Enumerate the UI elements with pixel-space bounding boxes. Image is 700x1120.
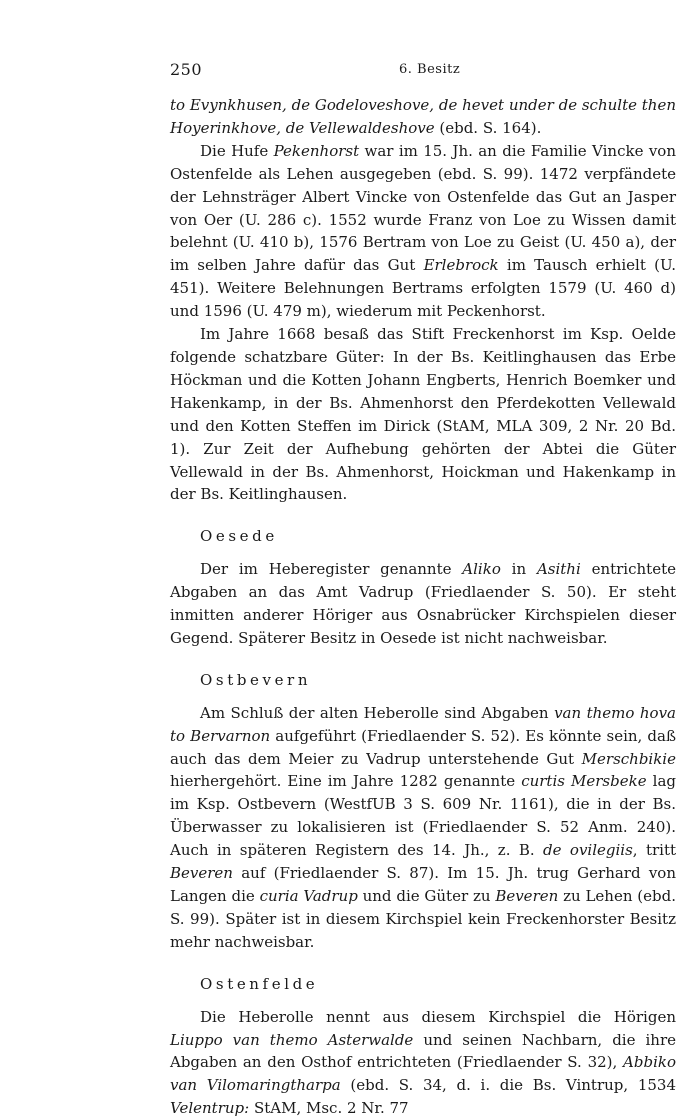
paragraph-continuation: to Evynkhusen, de Godeloveshove, de hevet under de schulte then Hoyerinkhove, de Vellewaldeshove (ebd. S. 164). [170,96,676,137]
paragraph-freckenhorst-1668: Im Jahre 1668 besaß das Stift Freckenhorst im Ksp. Oelde folgende schatzbare Güter: In der Bs. Keitlinghausen das Erbe Höckman und die Kotten Johann Engberts, Henrich Boemker und Hakenkamp, in der Bs. Ahmenhorst den Pferdekotten Vellewald und den Kotten Steffen im Dirick (StAM, MLA 309, 2 Nr. 20 Bd. 1). Zur Zeit der Aufhebung gehörten der Abtei die Güter Vellewald in der Bs. Ahmenhorst, Hoickman und Hakenkamp in der Bs. Keitlinghausen. [170,325,676,504]
italic-text: curia Vadrup [259,887,358,905]
italic-text: Erlebrock [423,256,499,275]
body-text [170,94,676,1120]
paragraph-ostbevern: Am Schluß der alten Heberolle sind Abgaben van themo hova to Bervarnon aufgeführt (Friedlaender S. 52). Es könnte sein, daß auch das dem Meier zu Vadrup unterstehende Gut Merschbikie hierhergehört. Eine im Jahre 1282 genannte curtis Mersbeke lag im Ksp. Ostbevern (WestfUB 3 S. 609 Nr. 1161), die in der Bs. Überwasser zu lokalisieren ist (Friedlaender S. 52 Anm. 240). Auch in späteren Registern des 14. Jh., z. B. de ovilegiis, tritt Beveren auf (Friedlaender S. 87). Im 15. Jh. trug Gerhard von Langen die curia Vadrup und die Güter zu Beveren zu Lehen (ebd. S. 99). Später ist in diesem Kirchspiel kein Freckenhorster Besitz mehr nachweisbar. [170,703,677,951]
italic-text: Abbiko van Vilomaringtharpa [170,1053,676,1095]
italic-text: Velentrup: [170,1099,250,1118]
italic-text: Merschbikie [581,749,676,768]
italic-text: to Evynkhusen, de Godeloveshove, de hevet under de schulte then Hoyerinkhove, de Vellewaldeshove [170,96,676,137]
running-title: 6. Besitz [399,62,461,77]
italic-text: curtis Mersbeke [521,772,647,791]
italic-text: Aliko [462,560,501,579]
italic-text: de ovilegiis [543,841,633,860]
section-heading-ostbevern: Ostbevern [200,670,312,689]
page-number: 250 [170,60,203,79]
italic-text: Pekenhorst [273,141,360,160]
italic-text: Beveren [170,864,233,883]
section-heading-ostenfelde: Ostenfelde [200,974,319,993]
italic-text: Asithi [536,560,581,579]
italic-text: Liuppo van themo Asterwalde [170,1030,414,1049]
section-heading-oesede: Oesede [200,527,278,546]
paragraph-oesede: Der im Heberegister genannte Aliko in Asithi entrichtete Abgaben an das Amt Vadrup (Friedlaender S. 50). Er steht inmitten anderer Höriger aus Osnabrücker Kirchspielen dieser Gegend. Späterer Besitz in Oesede ist nicht nachweisbar. [170,560,676,647]
paragraph-ostenfelde: Die Heberolle nennt aus diesem Kirchspiel die Hörigen Liuppo van themo Asterwalde und seinen Nachbarn, die ihre Abgaben an den Osthof entrichteten (Friedlaender S. 32), Abbiko van Vilomaringtharpa (ebd. S. 34, d. i. die Bs. Vintrup, 1534 Velentrup: StAM, Msc. 2 Nr. 77 [170,1007,677,1118]
italic-text: Beveren [495,887,559,905]
paragraph-pekenhorst: Die Hufe Pekenhorst war im 15. Jh. an die Familie Vincke von Ostenfelde als Lehen ausgegeben (ebd. S. 99). 1472 verpfändete der Lehnsträger Albert Vincke von Ostenfelde das Gut an Jasper von Oer (U. 286 c). 1552 wurde Franz von Loe zu Wissen damit belehnt (U. 410 b), 1576 Bertram von Loe zu Geist (U. 450 a), der im selben Jahre dafür das Gut Erlebrock im Tausch erhielt (U. 451). Weitere Belehnungen Bertrams erfolgten 1579 (U. 460 d) und 1596 (U. 479 m), wiederum mit Peckenhorst. [170,141,676,321]
italic-text: van themo hova to Bervarnon [170,703,676,745]
